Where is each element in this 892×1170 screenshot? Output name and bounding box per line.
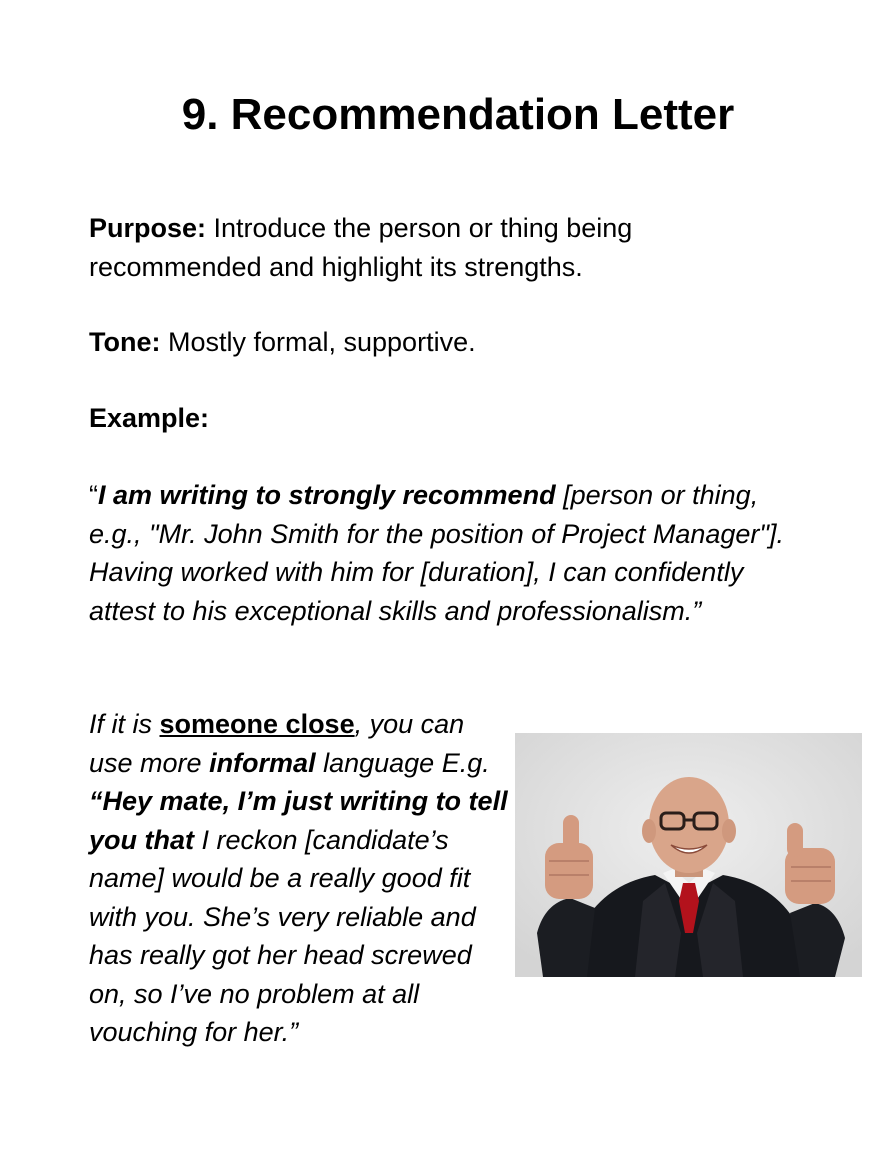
example-quote: [89, 476, 809, 630]
informal-word: informal: [209, 747, 316, 778]
tone-text: Mostly formal, supportive.: [160, 327, 476, 357]
quote-rest: [person or thing, e.g., "Mr. John Smith for the position of Project Manager"]. Having worked with him for [duration], I can confidently attest to his exceptional skills and professionalism.”: [89, 480, 784, 626]
informal-part3: language E.g.: [315, 747, 490, 778]
tone-paragraph: [89, 323, 809, 362]
informal-bold-quote: “Hey mate, I’m just writing to tell you that: [89, 786, 508, 855]
purpose-label: Purpose:: [89, 213, 207, 243]
page-title: 9. Recommendation Letter: [181, 90, 735, 139]
informal-paragraph: [89, 705, 509, 1052]
example-label: Example:: [89, 403, 210, 433]
tone-label: Tone:: [89, 327, 161, 357]
informal-part4: I reckon [candidate’s name] would be a really good fit with you. She’s very reliable and has really got her head screwed on, so I’ve no problem at all vouching for her.”: [89, 824, 476, 1047]
purpose-text: Introduce the person or thing being recommended and highlight its strengths.: [89, 213, 633, 282]
informal-part2: , you can use more: [89, 709, 465, 778]
quote-open-mark: “: [89, 480, 98, 510]
elderly-man-thumbs-up-photo: [515, 733, 862, 977]
informal-part1: If it is: [89, 709, 160, 739]
someone-close-text: someone close: [159, 709, 355, 739]
quote-bold-part: I am writing to strongly recommend: [98, 480, 556, 510]
purpose-paragraph: [89, 209, 729, 286]
